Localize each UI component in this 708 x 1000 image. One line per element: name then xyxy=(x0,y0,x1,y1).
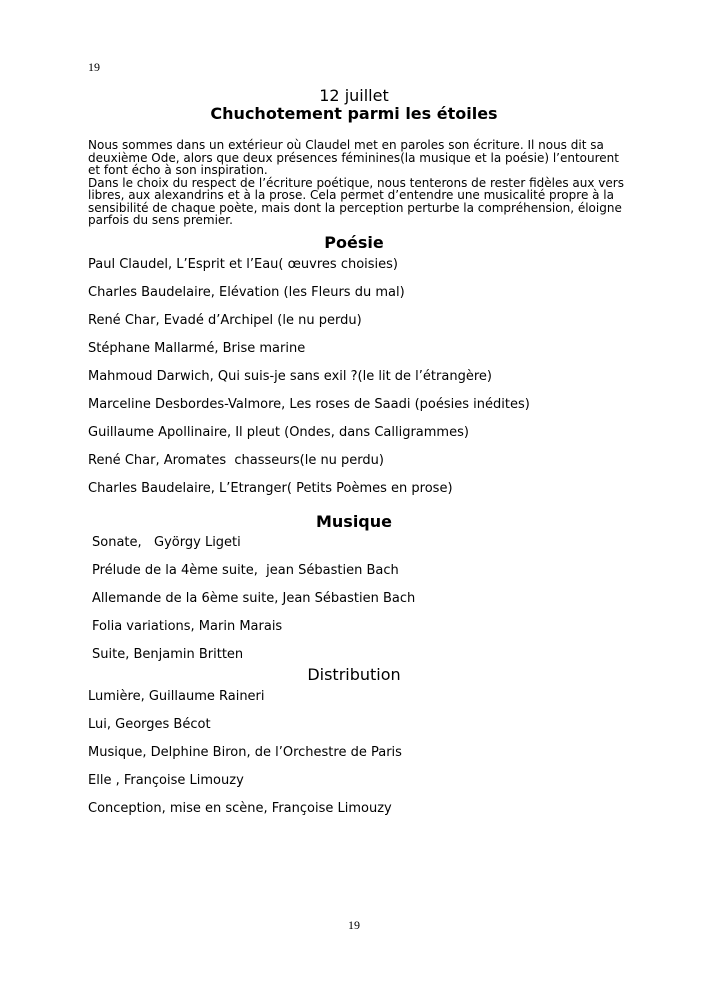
list-item: Mahmoud Darwich, Qui suis-je sans exil ?(le lit de l’étrangère) xyxy=(88,369,492,384)
list-item: Sonate, György Ligeti xyxy=(92,535,241,550)
list-item: René Char, Aromates chasseurs(le nu perdu) xyxy=(88,453,384,468)
list-item: René Char, Evadé d’Archipel (le nu perdu) xyxy=(88,313,362,328)
musique-heading: Musique xyxy=(315,512,392,531)
musique-list xyxy=(92,535,415,675)
intro-text xyxy=(88,139,628,227)
list-item: Suite, Benjamin Britten xyxy=(92,647,244,662)
list-item: Musique, Delphine Biron, de l’Orchestre de Paris xyxy=(88,745,402,760)
distribution-heading: Distribution xyxy=(307,665,401,684)
list-item: Guillaume Apollinaire, Il pleut (Ondes, dans Calligrammes) xyxy=(88,425,469,440)
list-item: Prélude de la 4ème suite, jean Sébastien Bach xyxy=(92,563,399,578)
page-number-bottom: 19 xyxy=(348,918,360,932)
list-item: Charles Baudelaire, Elévation (les Fleurs du mal) xyxy=(88,285,405,300)
list-item: Lui, Georges Bécot xyxy=(88,717,211,732)
list-item: Paul Claudel, L’Esprit et l’Eau( œuvres choisies) xyxy=(88,257,398,272)
poesie-heading: Poésie xyxy=(324,233,384,252)
list-item: Allemande de la 6ème suite, Jean Sébastien Bach xyxy=(92,591,416,606)
list-item: Elle , Françoise Limouzy xyxy=(88,773,244,788)
list-item: Marceline Desbordes-Valmore, Les roses de Saadi (poésies inédites) xyxy=(88,397,530,412)
intro-paragraph-2: Dans le choix du respect de l’écriture poétique, nous tenterons de rester fidèles aux vers libres, aux alexandrins et à la prose. Cela permet d’entendre une musicalité propre à la sensibilité de chaque poète, mais dont la perception perturbe la compréhension, éloigne parfois du sens premier. xyxy=(88,175,624,227)
poesie-list xyxy=(88,257,530,509)
intro-paragraph-1: Nous sommes dans un extérieur où Claudel met en paroles son écriture. Il nous dit sa deuxième Ode, alors que deux présences féminines(la musique et la poésie) l’entourent et font écho à son inspiration. xyxy=(88,138,619,177)
date-heading: 12 juillet xyxy=(319,86,389,105)
list-item: Lumière, Guillaume Raineri xyxy=(88,689,265,704)
distribution-list xyxy=(88,689,402,829)
list-item: Conception, mise en scène, Françoise Limouzy xyxy=(88,801,392,816)
page-number-top: 19 xyxy=(88,60,100,74)
list-item: Folia variations, Marin Marais xyxy=(92,619,283,634)
list-item: Stéphane Mallarmé, Brise marine xyxy=(88,341,306,356)
list-item: Charles Baudelaire, L’Etranger( Petits Poèmes en prose) xyxy=(88,481,453,496)
page-title: Chuchotement parmi les étoiles xyxy=(210,104,498,123)
